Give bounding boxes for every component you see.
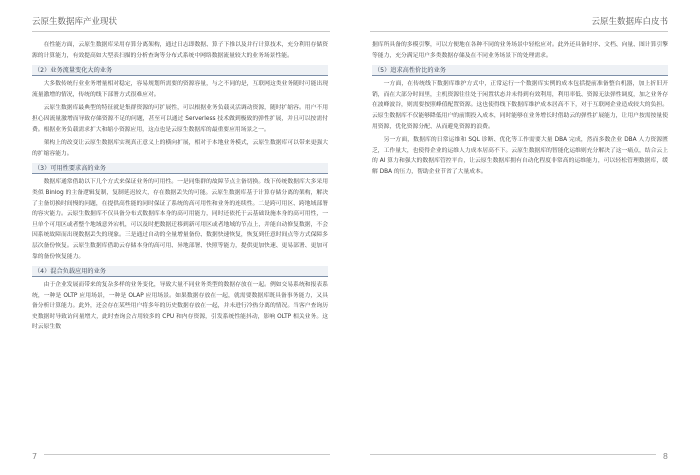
section-heading: （3）可用性要求高的业务 (32, 163, 328, 174)
right-header-rule (370, 31, 668, 32)
section-heading: （5）追求高性价比的业务 (372, 65, 668, 76)
section-heading: （4）混合负载应用的业务 (32, 266, 328, 277)
paragraph: 另一方面，数据库的日常运维和 SQL 诊断、优化等工作需要大量 DBA 完成，然而多数企业 DBA 人力资源匮乏，工作量大，也使得企业的运维人力成本居高不下。云原生数据库的智能化运维则充分解决了这一痛点，结合云上的 AI 算力和强大的数据库管控平台，让云原生数据库拥有自动化程度非常高的运维能力，可以轻松管理数据库，缓解 DBA 的压力，帮助企业节省了大量成本。 (372, 137, 668, 175)
left-running-header: 云原生数据库产业现状 (32, 17, 118, 27)
right-running-header: 云原生数据库白皮书 (591, 17, 668, 27)
section-heading: （2）业务流量变化大的业务 (32, 65, 328, 76)
left-page-body (32, 40, 328, 433)
right-page (350, 0, 700, 475)
paragraph: 在性能方面，云原生数据库采用存算分离架构，通过日志即数据、算子下推以及并行计算技术，充分利用存储资源的计算能力，有效提高如大型表扫描的分析查询等分布式系统中网络数据流量较大的业务场景性能。 (32, 42, 328, 59)
paragraph: 架构上的改变让云原生数据库实现真正意义上的横向扩展，相对于本地业务模式，云原生数据库可以带来更强大的扩缩容能力。 (32, 140, 328, 157)
right-footer-rule (370, 454, 656, 455)
right-page-body (372, 40, 668, 433)
left-footer-rule (44, 454, 330, 455)
paragraph: 由于企业发展而带来的复杂多样的业务变化，导致大量不同业务类型的数据存放在一起。例如交易系统和报表系统，一种是 OLTP 应用场景，一种是 OLAP 应用场景。如果数据存放在一起，就需要数据库既具备事务能力，又具备分析计算能力。此外，还会存在某些用户将多年的历史数据存放在一起，并未进行冷热分离的情况。当客户查询历史数据时导致访问量增大，此时查询会占用较多的 CPU 和内存资源，引发系统性能抖动，影响 OLTP 相关业务。这时云原生数 (32, 282, 328, 331)
paragraph: 一方面，在传统线下数据库维护方式中，正常运行一个数据库实例的成本包括提前准备整台机器，加上折旧开销，而在大部分时间里，主机资源往往处于闲置状态并未得到有效利用，利用率低、资源无法弹性调度，加之业务存在波峰波谷，则需要按照峰值配置资源。这也使得线下数据库维护成本居高不下，对于互联网企业造成较大的负担。云原生数据库不仅能够降低用户的前期投入成本，同时能够在业务增长时借助云的弹性扩展能力，让用户按需按量使用资源，优化资源分配、从而避免资源的浪费。 (372, 81, 668, 130)
left-page-number: 7 (32, 452, 38, 461)
paragraph: 云原生数据库最典型的特征就是集群资源的可扩展性，可以根据业务负载灵活调动资源，随时扩缩容。用户不用担心因流量激增而导致存储资源不足的问题，甚至可以通过 Serverless 技术做到极致的弹性扩展，并且可以按需付费。根据业务负载需求扩大和缩小资源应用，这点也是云原生数据库的最重要应用场景之一。 (32, 105, 328, 133)
left-header-rule (32, 31, 330, 32)
right-page-number: 8 (662, 452, 668, 461)
paragraph: 数据库通常借助以下几个方式来保证业务的可用性。一是同集群的故障节点主备切换。线下传统数据库大多采用类似 Binlog 的主备逻辑复制，复制延迟较大，存在数据丢失的可能。云原生数据库基于计算存储分离的架构，解决了主备切换时间慢的问题，在提供高性能的同时保证了系统的高可用性和业务的连续性。二是跨可用区、跨地域部署的容灾能力。云原生数据库不仅具备分布式数据库本身的高可用能力，同时还依托于云基础设施本身的高可用性，一旦单个可用区或者整个地域意外宕机，可以及时把数据迁移到新可用区或者地域的节点上，并能自动修复数据，不会因系统故障而出现数据丢失的现象。三是通过自动的全量增量备份、数据快速恢复，恢复到任意时间点等方式保障多层次备份恢复。云原生数据库借助云存储本身的高可用、异地部署、快照等能力，提供更加快速、更易部署、更加可靠的备份恢复能力。 (32, 179, 328, 260)
paragraph: 大多数传统行业业务增量相对稳定，容易规划所需要的资源容量，与之不同的是，互联网这类业务随时可能出现流量激增的情况，传统的线下部署方式很难应对。 (32, 81, 328, 98)
paragraph: 据库所具备的多模引擎，可以方便地在各种不同的业务场景中轻松应对。此外还具备时序、文档、向量、图计算引擎等能力，充分满足用户多类数据存储及在不同业务场景下的处理需求。 (372, 42, 668, 59)
